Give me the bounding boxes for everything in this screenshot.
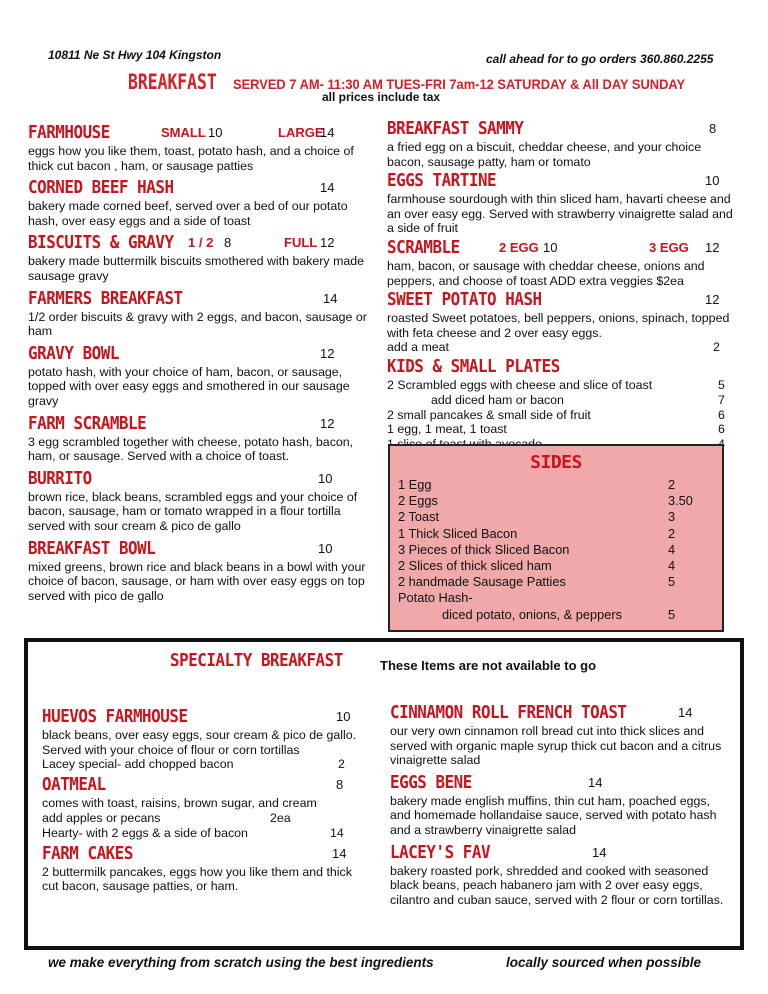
item-price: 10	[705, 173, 720, 189]
side-item	[390, 574, 722, 590]
side-item	[390, 590, 722, 606]
item-price: 10	[336, 709, 351, 724]
side-label: 3 Pieces of thick Sliced Bacon	[398, 541, 570, 557]
menu-item-header	[28, 122, 380, 144]
item-description: ham, bacon, or sausage with cheddar cheese, onions and peppers, and choose of toast ADD extra veggies $2ea	[387, 258, 705, 288]
add-on-price: 14	[330, 825, 344, 840]
menu-item-header	[28, 413, 380, 435]
side-price: 2	[668, 525, 676, 541]
item-price: 12	[320, 345, 335, 361]
specialty-heading	[170, 650, 366, 672]
item-description: eggs how you like them, toast, potato hash, and a choice of thick cut bacon , ham, or sausage patties	[28, 144, 354, 173]
left-menu-column	[28, 122, 380, 603]
kids-item-label: 2 small pancakes & small side of fruit	[387, 407, 591, 422]
item-name: EGGS BENE	[390, 771, 472, 793]
item-name: LACEY'S FAV	[390, 841, 491, 863]
side-item	[390, 493, 722, 509]
menu-item-header	[28, 177, 380, 199]
item-name: CORNED BEEF HASH	[28, 177, 174, 199]
item-price: 14	[320, 180, 335, 196]
side-item	[390, 526, 722, 542]
kids-item	[387, 422, 737, 437]
menu-item-header	[387, 289, 737, 311]
kids-item-price: 6	[718, 407, 725, 422]
menu-item-header	[28, 538, 380, 560]
kids-item	[387, 393, 737, 408]
item-name: FARM CAKES	[42, 842, 133, 864]
side-label: 2 Toast	[398, 509, 440, 525]
kids-title: KIDS & SMALL PLATES	[387, 356, 560, 378]
side-item	[390, 607, 722, 623]
item-name: BREAKFAST SAMMY	[387, 118, 524, 139]
option-label: SMALL	[161, 125, 206, 140]
item-price: 8	[224, 235, 232, 251]
right-menu-column	[387, 118, 737, 451]
item-description: bakery roasted pork, shredded and cooked with seasoned black beans, peach habanero jam with 2 over easy eggs, cilantro and cuban sauce, served with 2 flour or corn tortillas.	[390, 863, 724, 907]
item-description: brown rice, black beans, scrambled eggs and your choice of bacon, sausage, ham or tomato wrapped in a flour tortilla served with sour cream & pico de gallo	[28, 489, 358, 533]
item-description: bakery made english muffins, thin cut ham, poached eggs, and homemade hollandaise sauce, served with potato hash and a strawberry vinaigrette salad	[390, 793, 717, 837]
item-description: comes with toast, raisins, brown sugar, and cream	[42, 796, 317, 811]
item-description: bakery made buttermilk biscuits smothered with bakery made sausage gravy	[28, 254, 365, 283]
breakfast-hours: SERVED 7 AM- 11:30 AM TUES-FRI 7am-12 SATURDAY & All DAY SUNDAY	[233, 76, 686, 92]
menu-item-header	[42, 706, 358, 728]
item-description: our very own cinnamon roll bread cut into thick slices and served with organic maple syrup thick cut bacon and a citrus vinaigrette salad	[390, 724, 722, 768]
kids-item	[387, 378, 737, 393]
add-on-line	[42, 757, 358, 772]
item-description: 1/2 order biscuits & gravy with 2 eggs, and bacon, sausage or ham	[28, 309, 367, 339]
kids-section-header	[387, 356, 737, 378]
option-label: FULL	[284, 235, 318, 251]
item-price: 10	[208, 125, 223, 140]
item-description: bakery made corned beef, served over a bed of our potato hash, over easy eggs and a side of toast	[28, 199, 348, 228]
item-description: mixed greens, brown rice and black beans in a bowl with your choice of bacon, sausage, or ham with over easy eggs on top served with pico de gallo	[28, 559, 366, 603]
item-name: HUEVOS FARMHOUSE	[42, 706, 188, 727]
side-price: 4	[668, 541, 676, 557]
kids-item-price: 5	[718, 378, 725, 393]
item-name: BREAKFAST BOWL	[28, 537, 156, 559]
add-on-label: add a meat	[387, 340, 449, 355]
menu-item-header	[28, 288, 380, 310]
kids-item-label: add diced ham or bacon	[431, 392, 564, 407]
tax-note: all prices include tax	[322, 90, 441, 104]
add-on-label: Lacey special- add chopped bacon	[42, 757, 234, 772]
side-item	[390, 542, 722, 558]
menu-item-header	[28, 343, 380, 365]
kids-item-label: 1 egg, 1 meat, 1 toast	[387, 422, 507, 437]
option-label: LARGE	[278, 125, 324, 140]
menu-item-header	[390, 702, 726, 724]
item-price: 12	[705, 239, 720, 255]
add-on-line	[387, 340, 737, 355]
breakfast-title: BREAKFAST	[128, 70, 217, 94]
option-label: 2 EGG	[499, 239, 539, 255]
item-price: 14	[323, 290, 338, 306]
side-label: 2 Slices of thick sliced ham	[398, 557, 552, 573]
add-on-price: 2	[338, 757, 345, 772]
item-name: BISCUITS & GRAVY	[28, 232, 174, 254]
item-description: black beans, over easy eggs, sour cream & pico de gallo. Served with your choice of flour or corn tortillas	[42, 728, 357, 757]
side-price: 2	[668, 477, 676, 492]
sides-title: SIDES	[530, 452, 582, 473]
menu-item-header	[42, 774, 358, 796]
menu-item-header	[390, 842, 726, 864]
side-price: 5	[668, 574, 676, 590]
add-on-line	[42, 826, 358, 841]
item-price: 10	[543, 239, 558, 255]
option-label: 3 EGG	[649, 239, 689, 255]
footer-scratch-note: we make everything from scratch using the best ingredients	[48, 955, 434, 970]
menu-item-header	[390, 772, 726, 794]
side-label: diced potato, onions, & peppers	[442, 606, 622, 622]
side-label: 2 handmade Sausage Patties	[398, 574, 566, 590]
item-price: 14	[332, 845, 347, 861]
item-description: roasted Sweet potatoes, bell peppers, onions, spinach, topped with feta cheese and 2 over easy eggs.	[387, 311, 730, 340]
kids-item	[387, 408, 737, 423]
item-name: FARM SCRAMBLE	[28, 412, 147, 434]
item-name: EGGS TARTINE	[387, 170, 497, 192]
specialty-right-column	[390, 702, 726, 907]
item-name: FARMHOUSE	[28, 122, 110, 143]
item-price: 12	[320, 415, 335, 431]
menu-item-header	[387, 170, 737, 192]
item-name: SWEET POTATO HASH	[387, 289, 542, 311]
menu-item-header	[42, 843, 358, 865]
menu-item-header	[28, 232, 380, 254]
side-label: 1 Thick Sliced Bacon	[398, 525, 518, 541]
item-price: 10	[318, 470, 333, 486]
side-item	[390, 558, 722, 574]
item-price: 14	[678, 705, 693, 720]
side-price: 3	[668, 509, 676, 525]
add-on-price: 2	[713, 340, 720, 355]
kids-item-label: 2 Scrambled eggs with cheese and slice of toast	[387, 378, 653, 393]
item-description: farmhouse sourdough with thin sliced ham, havarti cheese and an over easy egg. Served with strawberry vinaigrette salad and a side of fruit	[387, 192, 733, 236]
side-item	[390, 477, 722, 493]
side-price: 4	[668, 557, 676, 573]
side-label: Potato Hash-	[398, 590, 473, 606]
item-name: GRAVY BOWL	[28, 342, 119, 364]
add-on-label: add apples or pecans	[42, 810, 161, 825]
item-price: 14	[320, 125, 335, 140]
item-name: BURRITO	[28, 467, 92, 489]
add-on-label: Hearty- with 2 eggs & a side of bacon	[42, 825, 248, 840]
kids-item-price: 6	[718, 422, 725, 437]
item-price: 8	[336, 777, 344, 793]
item-description: 3 egg scrambled together with cheese, potato hash, bacon, ham, or sausage. Served with a choice of toast.	[28, 434, 354, 464]
menu-item-header	[387, 237, 737, 259]
item-price: 14	[588, 774, 603, 790]
side-price: 5	[668, 606, 676, 622]
footer-local-note: locally sourced when possible	[506, 955, 702, 970]
menu-item-header	[387, 118, 737, 140]
item-name: OATMEAL	[42, 774, 106, 796]
menu-item-header	[28, 468, 380, 490]
item-name: CINNAMON ROLL FRENCH TOAST	[390, 702, 627, 723]
item-price: 14	[592, 844, 607, 860]
call-ahead-note: call ahead for to go orders 360.860.2255	[486, 52, 714, 66]
side-price: 3.50	[668, 493, 693, 509]
item-name: FARMERS BREAKFAST	[28, 287, 183, 309]
kids-item-price: 7	[718, 392, 725, 407]
item-description: a fried egg on a biscuit, cheddar cheese, and your choice bacon, sausage patty, ham or tomato	[387, 140, 702, 169]
item-price: 8	[709, 121, 717, 136]
item-price: 10	[318, 540, 333, 556]
item-price: 12	[705, 292, 720, 308]
item-description: potato hash, with your choice of ham, bacon, or sausage, topped with over easy eggs and smothered in our sausage gravy	[28, 364, 350, 408]
add-on-line	[42, 811, 358, 826]
item-price: 12	[320, 235, 335, 251]
side-item	[390, 509, 722, 525]
specialty-left-column	[42, 706, 358, 894]
side-label: 1 Egg	[398, 477, 432, 492]
item-description: 2 buttermilk pancakes, eggs how you like them and thick cut bacon, sausage patties, or ham.	[42, 864, 352, 894]
sides-box	[388, 444, 724, 632]
option-label: 1 / 2	[188, 235, 214, 251]
side-label: 2 Eggs	[398, 493, 438, 509]
not-to-go-note: These Items are not available to go	[380, 658, 597, 673]
address: 10811 Ne St Hwy 104 Kingston	[48, 48, 222, 62]
item-name: SCRAMBLE	[387, 236, 460, 258]
specialty-title: SPECIALTY BREAKFAST	[170, 650, 343, 671]
add-on-price: 2ea	[270, 810, 291, 825]
